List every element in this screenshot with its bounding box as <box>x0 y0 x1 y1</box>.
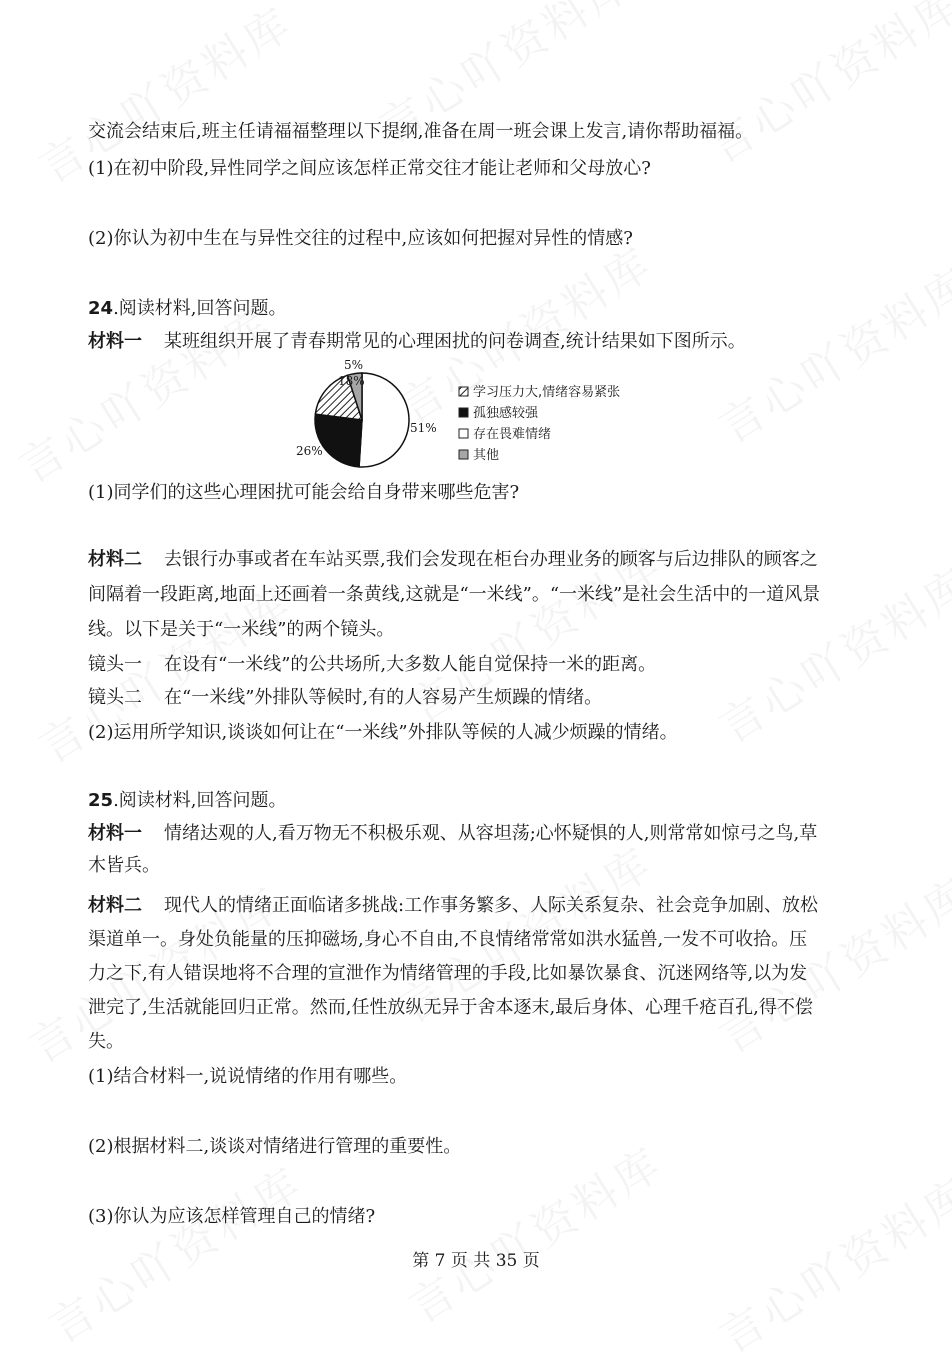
pie-label-fear: 51% <box>410 421 437 435</box>
legend-swatch-loneliness <box>459 408 468 417</box>
q24-shot1 <box>88 653 656 677</box>
pie-chart <box>296 354 676 474</box>
q25-material2-line3: 力之下,有人错误地将不合理的宣泄作为情绪管理的手段,比如暴饮暴食、沉迷网络等,以为发 <box>88 963 808 984</box>
q25-heading <box>88 789 287 813</box>
q25-material1-line2: 木皆兵。 <box>88 855 160 876</box>
q25-stem: .阅读材料,回答问题。 <box>113 790 287 811</box>
q25-material2-text1: 现代人的情绪正面临诸多挑战:工作事务繁多、人际关系复杂、社会竞争加剧、放松 <box>164 895 819 916</box>
q24-number: 24 <box>88 298 114 319</box>
q25-material1-line1 <box>88 822 817 846</box>
q25-sub3: (3)你认为应该怎样管理自己的情绪? <box>88 1206 376 1227</box>
q25-number: 25 <box>88 790 114 811</box>
q25-material1-text1: 情绪达观的人,看万物无不积极乐观、从容坦荡;心怀疑惧的人,则常常如惊弓之鸟,草 <box>164 823 818 844</box>
q25-material2-line1 <box>88 894 818 918</box>
legend-label-other: 其他 <box>473 448 500 463</box>
q25-material2-label: 材料二 <box>88 895 142 916</box>
q25-material2-line2: 渠道单一。身处负能量的压抑磁场,身心不自由,不良情绪常常如洪水猛兽,一发不可收拾。压 <box>88 929 808 950</box>
q24-shot2-label: 镜头二 <box>88 687 142 708</box>
q24-material1 <box>88 330 746 354</box>
q24-stem: .阅读材料,回答问题。 <box>113 298 287 319</box>
q24-sub2: (2)运用所学知识,谈谈如何让在“一米线”外排队等候的人减少烦躁的情绪。 <box>88 722 678 743</box>
page-footer: 第 7 页 共 35 页 <box>412 1251 540 1271</box>
legend-label-loneliness: 孤独感较强 <box>473 406 539 421</box>
q25-sub2: (2)根据材料二,谈谈对情绪进行管理的重要性。 <box>88 1136 462 1157</box>
q25-material1-label: 材料一 <box>88 823 142 844</box>
pie-label-loneliness: 26% <box>296 444 323 458</box>
q24-material1-label: 材料一 <box>88 331 142 352</box>
q24-shot2-text: 在“一米线”外排队等候时,有的人容易产生烦躁的情绪。 <box>164 687 603 708</box>
q23-sub2: (2)你认为初中生在与异性交往的过程中,应该如何把握对异性的情感? <box>88 228 633 249</box>
pie-legend <box>459 384 620 463</box>
pie-slice-fear <box>359 373 409 467</box>
q24-sub1: (1)同学们的这些心理困扰可能会给自身带来哪些危害? <box>88 482 520 503</box>
pie-label-study-stress: 18% <box>338 374 365 388</box>
q24-material1-text: 某班组织开展了青春期常见的心理困扰的问卷调查,统计结果如下图所示。 <box>164 331 746 352</box>
q24-material2-line2: 间隔着一段距离,地面上还画着一条黄线,这就是“一米线”。“一米线”是社会生活中的一道风景 <box>88 584 821 605</box>
q24-material2-line1 <box>88 548 818 572</box>
q25-sub1: (1)结合材料一,说说情绪的作用有哪些。 <box>88 1066 408 1087</box>
legend-swatch-study-stress <box>459 387 468 396</box>
legend-swatch-other <box>459 450 468 459</box>
q23-sub1: (1)在初中阶段,异性同学之间应该怎样正常交往才能让老师和父母放心? <box>88 158 651 179</box>
q25-material2-line5: 失。 <box>88 1031 124 1052</box>
pie-label-other: 5% <box>344 358 364 372</box>
legend-label-fear: 存在畏难情绪 <box>473 427 552 442</box>
q24-heading <box>88 297 287 321</box>
q24-shot1-label: 镜头一 <box>88 654 142 675</box>
q24-material2-text1: 去银行办事或者在车站买票,我们会发现在柜台办理业务的顾客与后边排队的顾客之 <box>164 549 818 570</box>
q24-material2-line3: 线。以下是关于“一米线”的两个镜头。 <box>88 619 395 640</box>
q25-material2-line4: 泄完了,生活就能回归正常。然而,任性放纵无异于舍本逐末,最后身体、心理千疮百孔,得不偿 <box>88 997 813 1018</box>
intro-text: 交流会结束后,班主任请福福整理以下提纲,准备在周一班会课上发言,请你帮助福福。 <box>88 121 754 142</box>
q24-shot2 <box>88 686 602 710</box>
legend-swatch-fear <box>459 429 468 438</box>
pie-slice-loneliness <box>315 414 362 467</box>
q24-shot1-text: 在设有“一米线”的公共场所,大多数人能自觉保持一米的距离。 <box>164 654 657 675</box>
legend-label-study-stress: 学习压力大,情绪容易紧张 <box>473 385 621 400</box>
q24-material2-label: 材料二 <box>88 549 142 570</box>
